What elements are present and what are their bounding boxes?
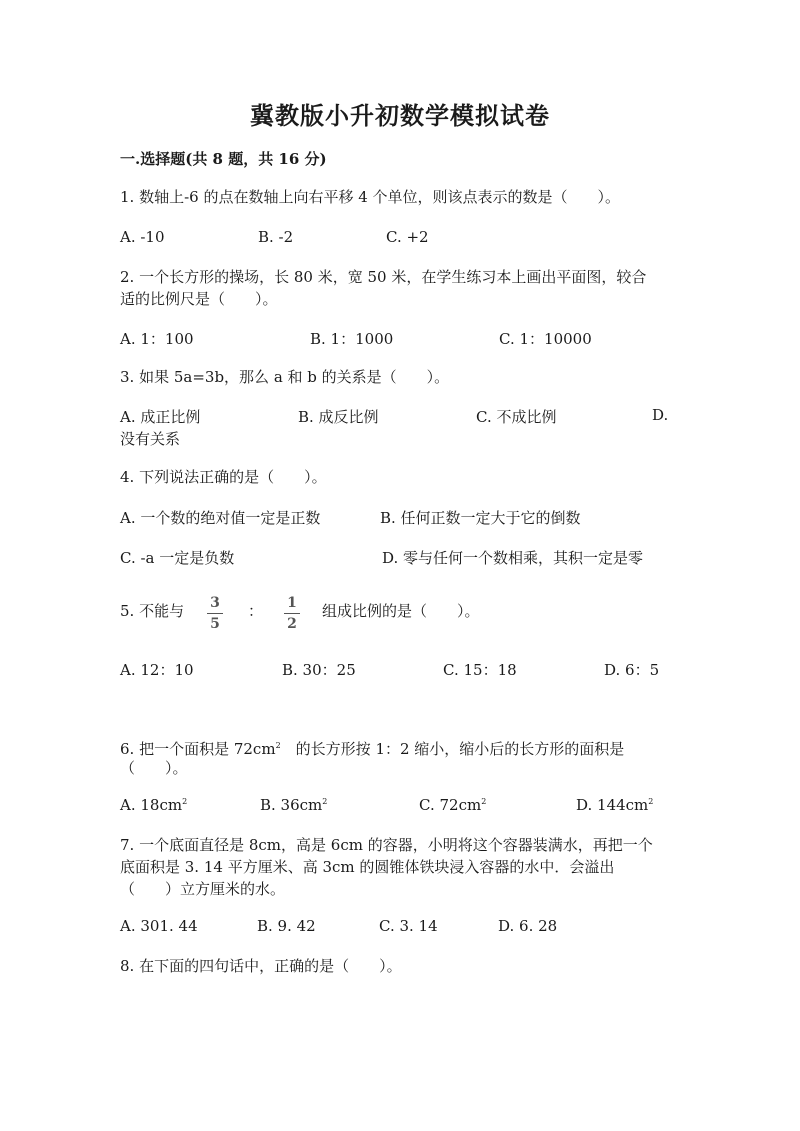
q6-superscript: 2 [275, 741, 281, 750]
fraction-2-numerator: 1 [287, 595, 297, 611]
q1-option-a: A. -10 [120, 228, 165, 246]
q1-option-b: B. -2 [258, 228, 294, 246]
question-5-prefix: 5. 不能与 [120, 602, 185, 620]
question-1: 1. 数轴上-6 的点在数轴上向右平移 4 个单位，则该点表示的数是（ ）。 [120, 188, 621, 206]
fraction-three-fifths [205, 594, 225, 633]
q6-option-d-sup: 2 [648, 797, 654, 806]
fraction-1-bar [207, 613, 223, 614]
question-6-line-2: （ ）。 [120, 759, 188, 777]
q3-option-d-text: 没有关系 [120, 430, 181, 448]
question-7-line-1: 7. 一个底面直径是 8cm，高是 6cm 的容器，小明将这个容器装满水，再把一个 [120, 836, 653, 854]
q7-option-b: B. 9. 42 [257, 917, 316, 935]
fraction-2-denominator: 2 [287, 616, 297, 632]
q4-option-d: D. 零与任何一个数相乘，其积一定是零 [382, 549, 644, 567]
fraction-one-half [282, 594, 302, 633]
q4-option-a: A. 一个数的绝对值一定是正数 [120, 509, 321, 527]
q7-option-c: C. 3. 14 [379, 917, 438, 935]
q3-option-b: B. 成反比例 [298, 408, 379, 426]
q5-option-c: C. 15：18 [443, 661, 517, 679]
q6-option-a [120, 796, 187, 814]
question-4: 4. 下列说法正确的是（ ）。 [120, 468, 327, 486]
q3-option-d: D. [652, 406, 669, 424]
q6-option-c [419, 796, 486, 814]
fraction-1-numerator: 3 [210, 595, 220, 611]
q6-option-d-text: D. 144cm [576, 796, 649, 814]
q6-option-d [576, 796, 653, 814]
question-5-suffix: 组成比例的是（ ）。 [322, 602, 480, 620]
question-2-line-2: 适的比例尺是（ ）。 [120, 290, 278, 308]
q6-option-b-text: B. 36cm [260, 796, 323, 814]
q2-option-a: A. 1：100 [120, 330, 194, 348]
q6-option-c-sup: 2 [481, 797, 487, 806]
q5-option-a: A. 12：10 [120, 661, 194, 679]
question-3: 3. 如果 5a=3b，那么 a 和 b 的关系是（ ）。 [120, 368, 450, 386]
q6-text-after: 的长方形按 1：2 缩小，缩小后的长方形的面积是 [295, 740, 625, 758]
q6-option-b [260, 796, 327, 814]
q5-option-d: D. 6：5 [604, 661, 660, 679]
q2-option-b: B. 1：1000 [310, 330, 394, 348]
q6-option-b-sup: 2 [322, 797, 328, 806]
q4-option-b: B. 任何正数一定大于它的倒数 [380, 509, 581, 527]
question-7-line-3: （ ）立方厘米的水。 [120, 880, 286, 898]
q2-option-c: C. 1：10000 [499, 330, 592, 348]
question-8: 8. 在下面的四句话中，正确的是（ ）。 [120, 957, 402, 975]
fraction-2-bar [284, 613, 300, 614]
q4-option-c: C. -a 一定是负数 [120, 549, 235, 567]
q6-option-a-text: A. 18cm [120, 796, 183, 814]
q7-option-a: A. 301. 44 [120, 917, 198, 935]
question-7-line-2: 底面积是 3. 14 平方厘米、高 3cm 的圆锥体铁块浸入容器的水中．会溢出 [120, 858, 615, 876]
q6-option-c-text: C. 72cm [419, 796, 482, 814]
page-title: 冀教版小升初数学模拟试卷 [250, 101, 550, 130]
q6-text-before: 6. 把一个面积是 72cm [120, 740, 276, 758]
q3-option-a: A. 成正比例 [120, 408, 201, 426]
q6-option-a-sup: 2 [182, 797, 188, 806]
fraction-1-denominator: 5 [210, 616, 220, 632]
question-2-line-1: 2. 一个长方形的操场，长 80 米，宽 50 米，在学生练习本上画出平面图，较合 [120, 268, 647, 286]
ratio-colon: ： [248, 602, 264, 620]
q7-option-d: D. 6. 28 [498, 917, 558, 935]
question-6-line-1 [120, 735, 624, 760]
q1-option-c: C. +2 [386, 228, 429, 246]
section-heading: 一.选择题(共 8 题，共 16 分) [120, 150, 327, 168]
q5-option-b: B. 30：25 [282, 661, 356, 679]
q3-option-c: C. 不成比例 [476, 408, 557, 426]
